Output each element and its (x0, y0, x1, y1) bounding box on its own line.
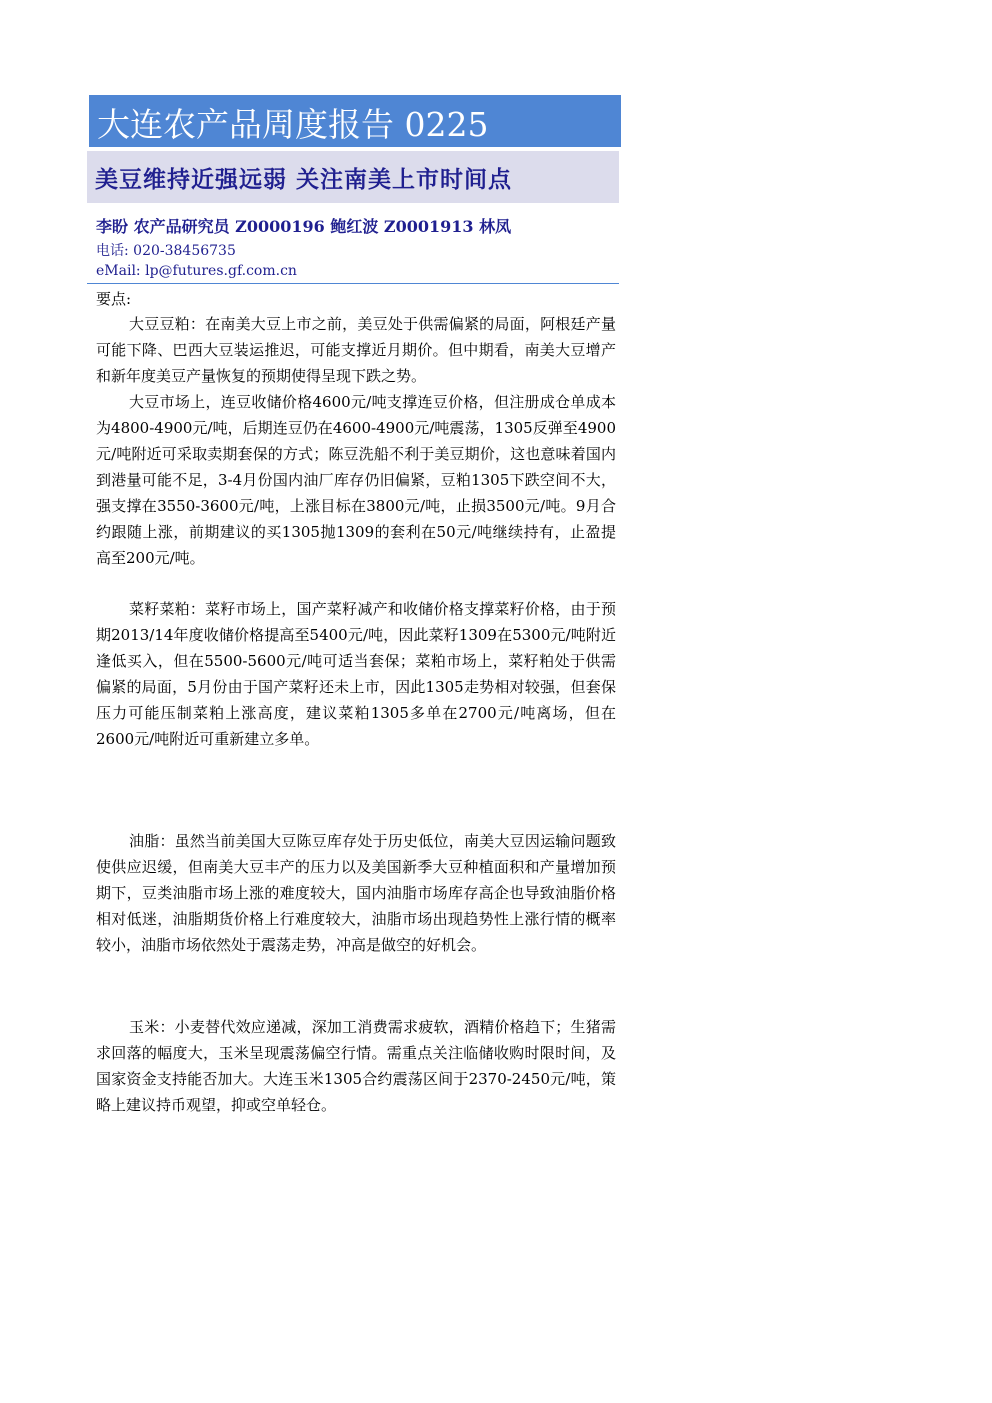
report-subtitle-bar (87, 151, 619, 203)
keypoints-label: 要点: (96, 290, 132, 308)
report-subtitle: 美豆维持近强远弱 关注南美上市时间点 (95, 166, 513, 193)
header-divider (87, 283, 619, 284)
paragraph-soybean: 大豆豆粕：在南美大豆上市之前，美豆处于供需偏紧的局面，阿根廷产量可能下降、巴西大豆装运推迟，可能支撑近月期价。但中期看，南美大豆增产和新年度美豆产量恢复的预期使得呈现下跌之势。 (96, 315, 616, 385)
paragraph-soybean-market: 大豆市场上，连豆收储价格4600元/吨支撑连豆价格，但注册成仓单成本为4800-4900元/吨，后期连豆仍在4600-4900元/吨震荡，1305反弹至4900元/吨附近可采取卖期套保的方式；陈豆洗船不利于美豆期价，这也意味着国内到港量可能不足，3-4月份国内油厂库存仍旧偏紧，豆粕1305下跌空间不大，强支撑在3550-3600元/吨，上涨目标在3800元/吨，止损3500元/吨。9月合约跟随上涨，前期建议的买1305抛1309的套利在50元/吨继续持有，止盈提高至200元/吨。 (96, 393, 616, 567)
report-title: 大连农产品周度报告 0225 (97, 105, 489, 144)
paragraph-oils: 油脂：虽然当前美国大豆陈豆库存处于历史低位，南美大豆因运输问题致使供应迟缓，但南美大豆丰产的压力以及美国新季大豆种植面积和产量增加预期下，豆类油脂市场上涨的难度较大，国内油脂市场库存高企也导致油脂价格相对低迷，油脂期货价格上行难度较大，油脂市场出现趋势性上涨行情的概率较小，油脂市场依然处于震荡走势，冲高是做空的好机会。 (96, 832, 616, 954)
paragraph-corn: 玉米：小麦替代效应递减，深加工消费需求疲软，酒精价格趋下；生猪需求回落的幅度大，玉米呈现震荡偏空行情。需重点关注临储收购时限时间，及国家资金支持能否加大。大连玉米1305合约震荡区间于2370-2450元/吨，策略上建议持币观望，抑或空单轻仓。 (96, 1018, 616, 1114)
paragraph-rapeseed: 菜籽菜粕：菜籽市场上，国产菜籽减产和收储价格支撑菜籽价格，由于预期2013/14年度收储价格提高至5400元/吨，因此菜籽1309在5300元/吨附近逢低买入，但在5500-5600元/吨可适当套保；菜粕市场上，菜籽粕处于供需偏紧的局面，5月份由于国产菜籽还未上市，因此1305走势相对较强，但套保压力可能压制菜粕上涨高度，建议菜粕1305多单在2700元/吨离场，但在2600元/吨附近可重新建立多单。 (96, 600, 616, 748)
author-line: 李盼 农产品研究员 Z0000196 鲍红波 Z0001913 林凤 (96, 217, 512, 236)
report-title-bar (87, 95, 621, 147)
email-line: eMail: lp@futures.gf.com.cn (96, 263, 297, 279)
phone-line: 电话: 020-38456735 (96, 243, 236, 259)
